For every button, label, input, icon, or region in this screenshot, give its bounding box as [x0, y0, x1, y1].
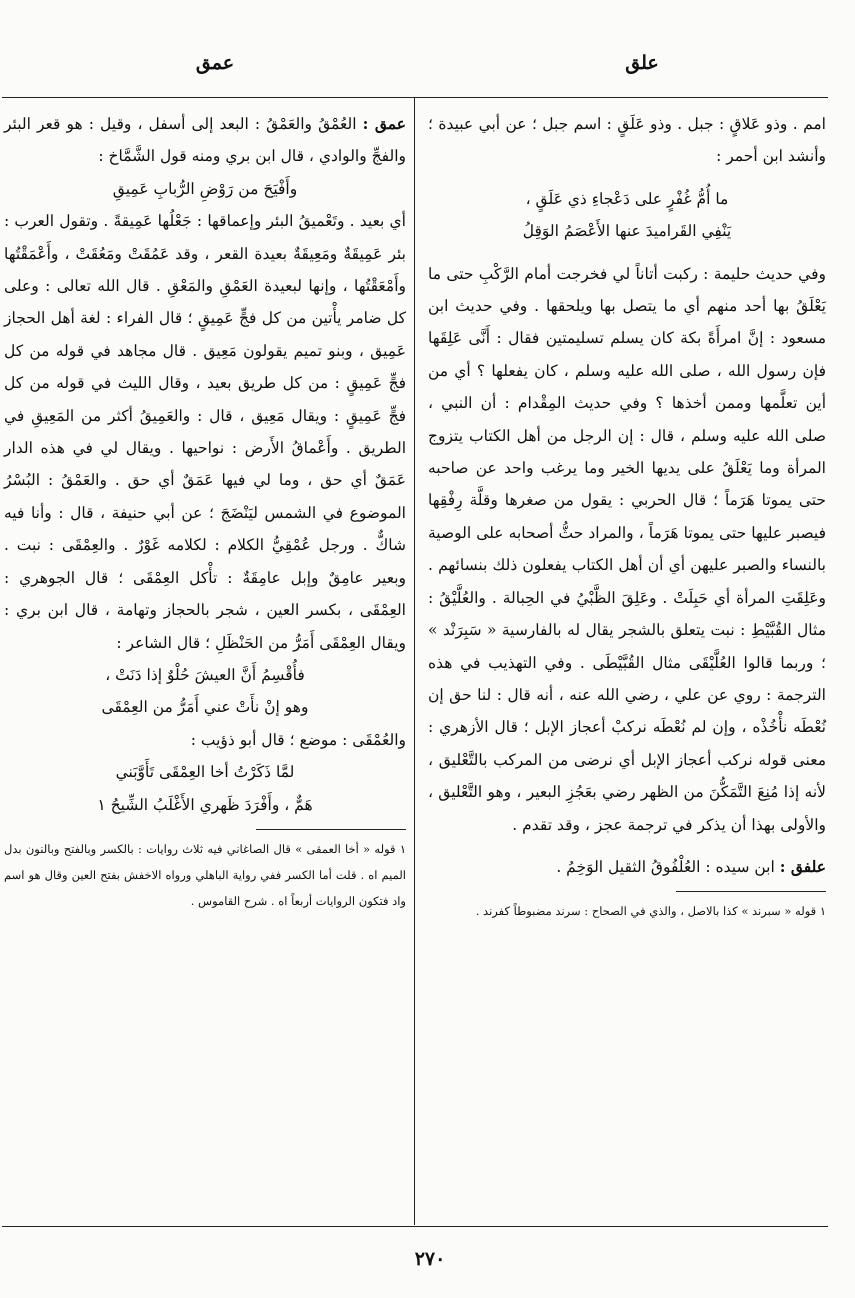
verse-line: لمَّا ذَكَرْتُ أخا العِمْقَى تَأَوَّبَني [115, 763, 295, 782]
right-column [428, 108, 826, 924]
paragraph: والعُمْقَى : موضع ؛ قال أبو ذؤيب : [190, 730, 406, 749]
entry-text: العُمْقُ والعَمْقُ : البعد إلى أسفل ، وقيل : هو قعر البئر والفجِّ والوادي ، قال ابن بري ومنه قول الشَّمَّاخ : [4, 115, 406, 166]
spacer [428, 248, 826, 258]
verse-line: هَمٌّ ، وأَفْرَدَ ظَهري الأَغْلَبُ الشِّيحُ ١ [97, 795, 313, 814]
footnote: ١ قوله « سبرند » كذا بالاصل ، والذي في الصحاح : سرند مضبوطاً كفرند . [475, 904, 826, 919]
spacer [428, 841, 826, 851]
verse-line: ما أُمُّ غُفْرٍ على دَعْجاءِ ذي عَلَقٍ ، [525, 189, 729, 208]
spacer [428, 173, 826, 183]
entry-headword: علفق : [779, 856, 826, 876]
left-column [4, 108, 406, 914]
paragraph: امم . وذو عَلاقٍ : جبل . وذو عَلَقٍ : اسم جبل ؛ عن أبي عبيدة ؛ وأنشد ابن أحمر : [428, 115, 826, 166]
page-number: ٢٧٠ [414, 1248, 446, 1270]
verse-line: وأَفْيَحَ من رَوْضِ الرُّبابِ عَمِيقِ [112, 179, 298, 198]
running-header-left: عمق [195, 52, 235, 74]
verse-line: فأُقْسِمُ أَنَّ العيشَ حُلْوٌ إذا دَنَتْ ، [105, 665, 305, 684]
verse-line: وهو إنْ نأَتْ عني أَمَرُّ من العِمْقَى [101, 698, 309, 717]
paragraph: وفي حديث حليمة : ركبت أتاناً لي فخرجت أمام الرَّكْبِ حتى ما يَعْلَقُ بها أحد منهم أي ما يتصل بها ويلحقها . وفي حديث ابن مسعود : إنَّ امرأَةً بكة كان يسلم تسليمتين فقال : أَنَّى عَلِقَها فإن رسول الله ، صلى الله عليه وسلم ، كان يفعلها ؟ أي من أين تعلَّمها وممن أخذها ؟ وفي حديث المِقْدام : أن النبي ، صلى الله عليه وسلم ، قال : إن الرجل من أهل الكتاب يتزوج المرأة وما يَعْلَقُ على يديها الخير وما يرغب واحد عن صاحبه حتى يموتا هَرَماً ؛ قال الحربي : يقول من صغرها وقلَّة رِفْقِها فيصبر عليها حتى يموتا هَرَماً ، والمراد حثُّ أصحابه على الوصية بالنساء والصبر عليهن أي أن أهل الكتاب يفعلون ذلك بنسائهم . وعَلِقَتِ المرأة أي حَبِلَتْ . وعَلِقَ الظَّبْيُ في الحِبالة . والعُلَّيْقُ : مثال القُبَّيْطِ : نبت يتعلق بالشجر يقال له بالفارسية « سَبِرَنْد » ؛ وربما قالوا العُلَّيْقَى مثال القُبَّيْطَى . وفي التهذيب في هذه الترجمة : روي عن علي ، رضي الله عنه ، أنه قال : لنا حق إن نُعْطَه نأْخُذْه ، وإن لم نُعْطَه نركبْ أعجاز الإبل ؛ قال الأزهري : معنى قوله نركب أعجاز الإبل أي نرضى من المركب بالتَّعْليق ، لأنه إذا مُنِعَ التَّمَكُّنَ من الظهر رضي بعَجُزِ البعير ، وهو التَّعْليق ، والأولى بهذا أن يذكر في ترجمة عجز ، وقد تقدم . [428, 264, 826, 834]
bottom-rule [2, 1226, 828, 1227]
entry-headword: عمق : [362, 114, 406, 133]
entry [428, 851, 826, 883]
paragraph: أي بعيد . وتَعْميقُ البئر وإعماقها : جَعْلُها عَمِيقةً . وتقول العرب : بئر عَمِيقَةٌ ومَعِيقَةٌ بعيدة القعر ، وقد عَمُقَتْ ومَعُقَتْ ، وأَعْمَقْتُها وأَمْعَقْتُها ، وإنها لبعيدة العَمْقِ والمَعْقِ . قال الله تعالى : وعلى كل ضامر يأْتين من كل فجٍّ عَمِيقٍ ؛ قال الفراء : لغة أهل الحجاز عَمِيق ، وبنو تميم يقولون مَعِيق . قال مجاهد في قوله من كل فجٍّ عَمِيقٍ : من كل طريق بعيد ، وقال الليث في قوله من كل فجٍّ عَمِيقٍ : ويقال مَعِيق ، قال : والعَمِيقُ أكثر من المَعِيقِ في الطريق . وأَعْماقُ الأَرض : نواحيها . ويقال لي في هذه الدار عَمَقٌ أي حق ، وما لي فيها عَمَقٌ أي حق . والعَمْقُ : البُسْرُ الموضوع في الشمس ليَنْضَجَ ؛ عن أبي حنيفة ، قال : وأنا فيه شاكٌّ . ورجل عُمْقِيُّ الكلام : لكلامه غَوْرٌ . والعِمْقَى : نبت . وبعير عامِقٌ وإبل عامِقَةٌ : تأْكل العِمْقَى ؛ قال الجوهري : العِمْقَى ، بكسر العين ، شجر بالحجاز وتهامة ، قال ابن بري : ويقال العِمْقَى أَمَرُّ من الحَنْظَلِ ؛ قال الشاعر : [4, 212, 406, 652]
column-divider [414, 98, 415, 1225]
footnote-rule [676, 891, 826, 892]
footnote-rule [256, 829, 406, 830]
header-rule [2, 97, 828, 98]
footnote: ١ قوله « أخا العمقى » قال الصاغاني فيه ثلاث روايات : بالكسر وبالفتح وبالنون بدل الميم اه . قلت أما الكسر ففي رواية الباهلي ورواه الاخفش بفتح العين وقال هو اسم واد فتكون الروايات أربعاً اه . شرح القاموس . [4, 841, 406, 908]
entry-text: ابن سيده : العُلْفُوقُ الثقيل الوَخِمُ . [556, 857, 775, 876]
running-header-right: علق [625, 52, 659, 74]
entry [4, 108, 406, 173]
verse-line: يَنْفِي القَراميدَ عنها الأَعْصَمُ الوَقِلُ [522, 222, 732, 241]
